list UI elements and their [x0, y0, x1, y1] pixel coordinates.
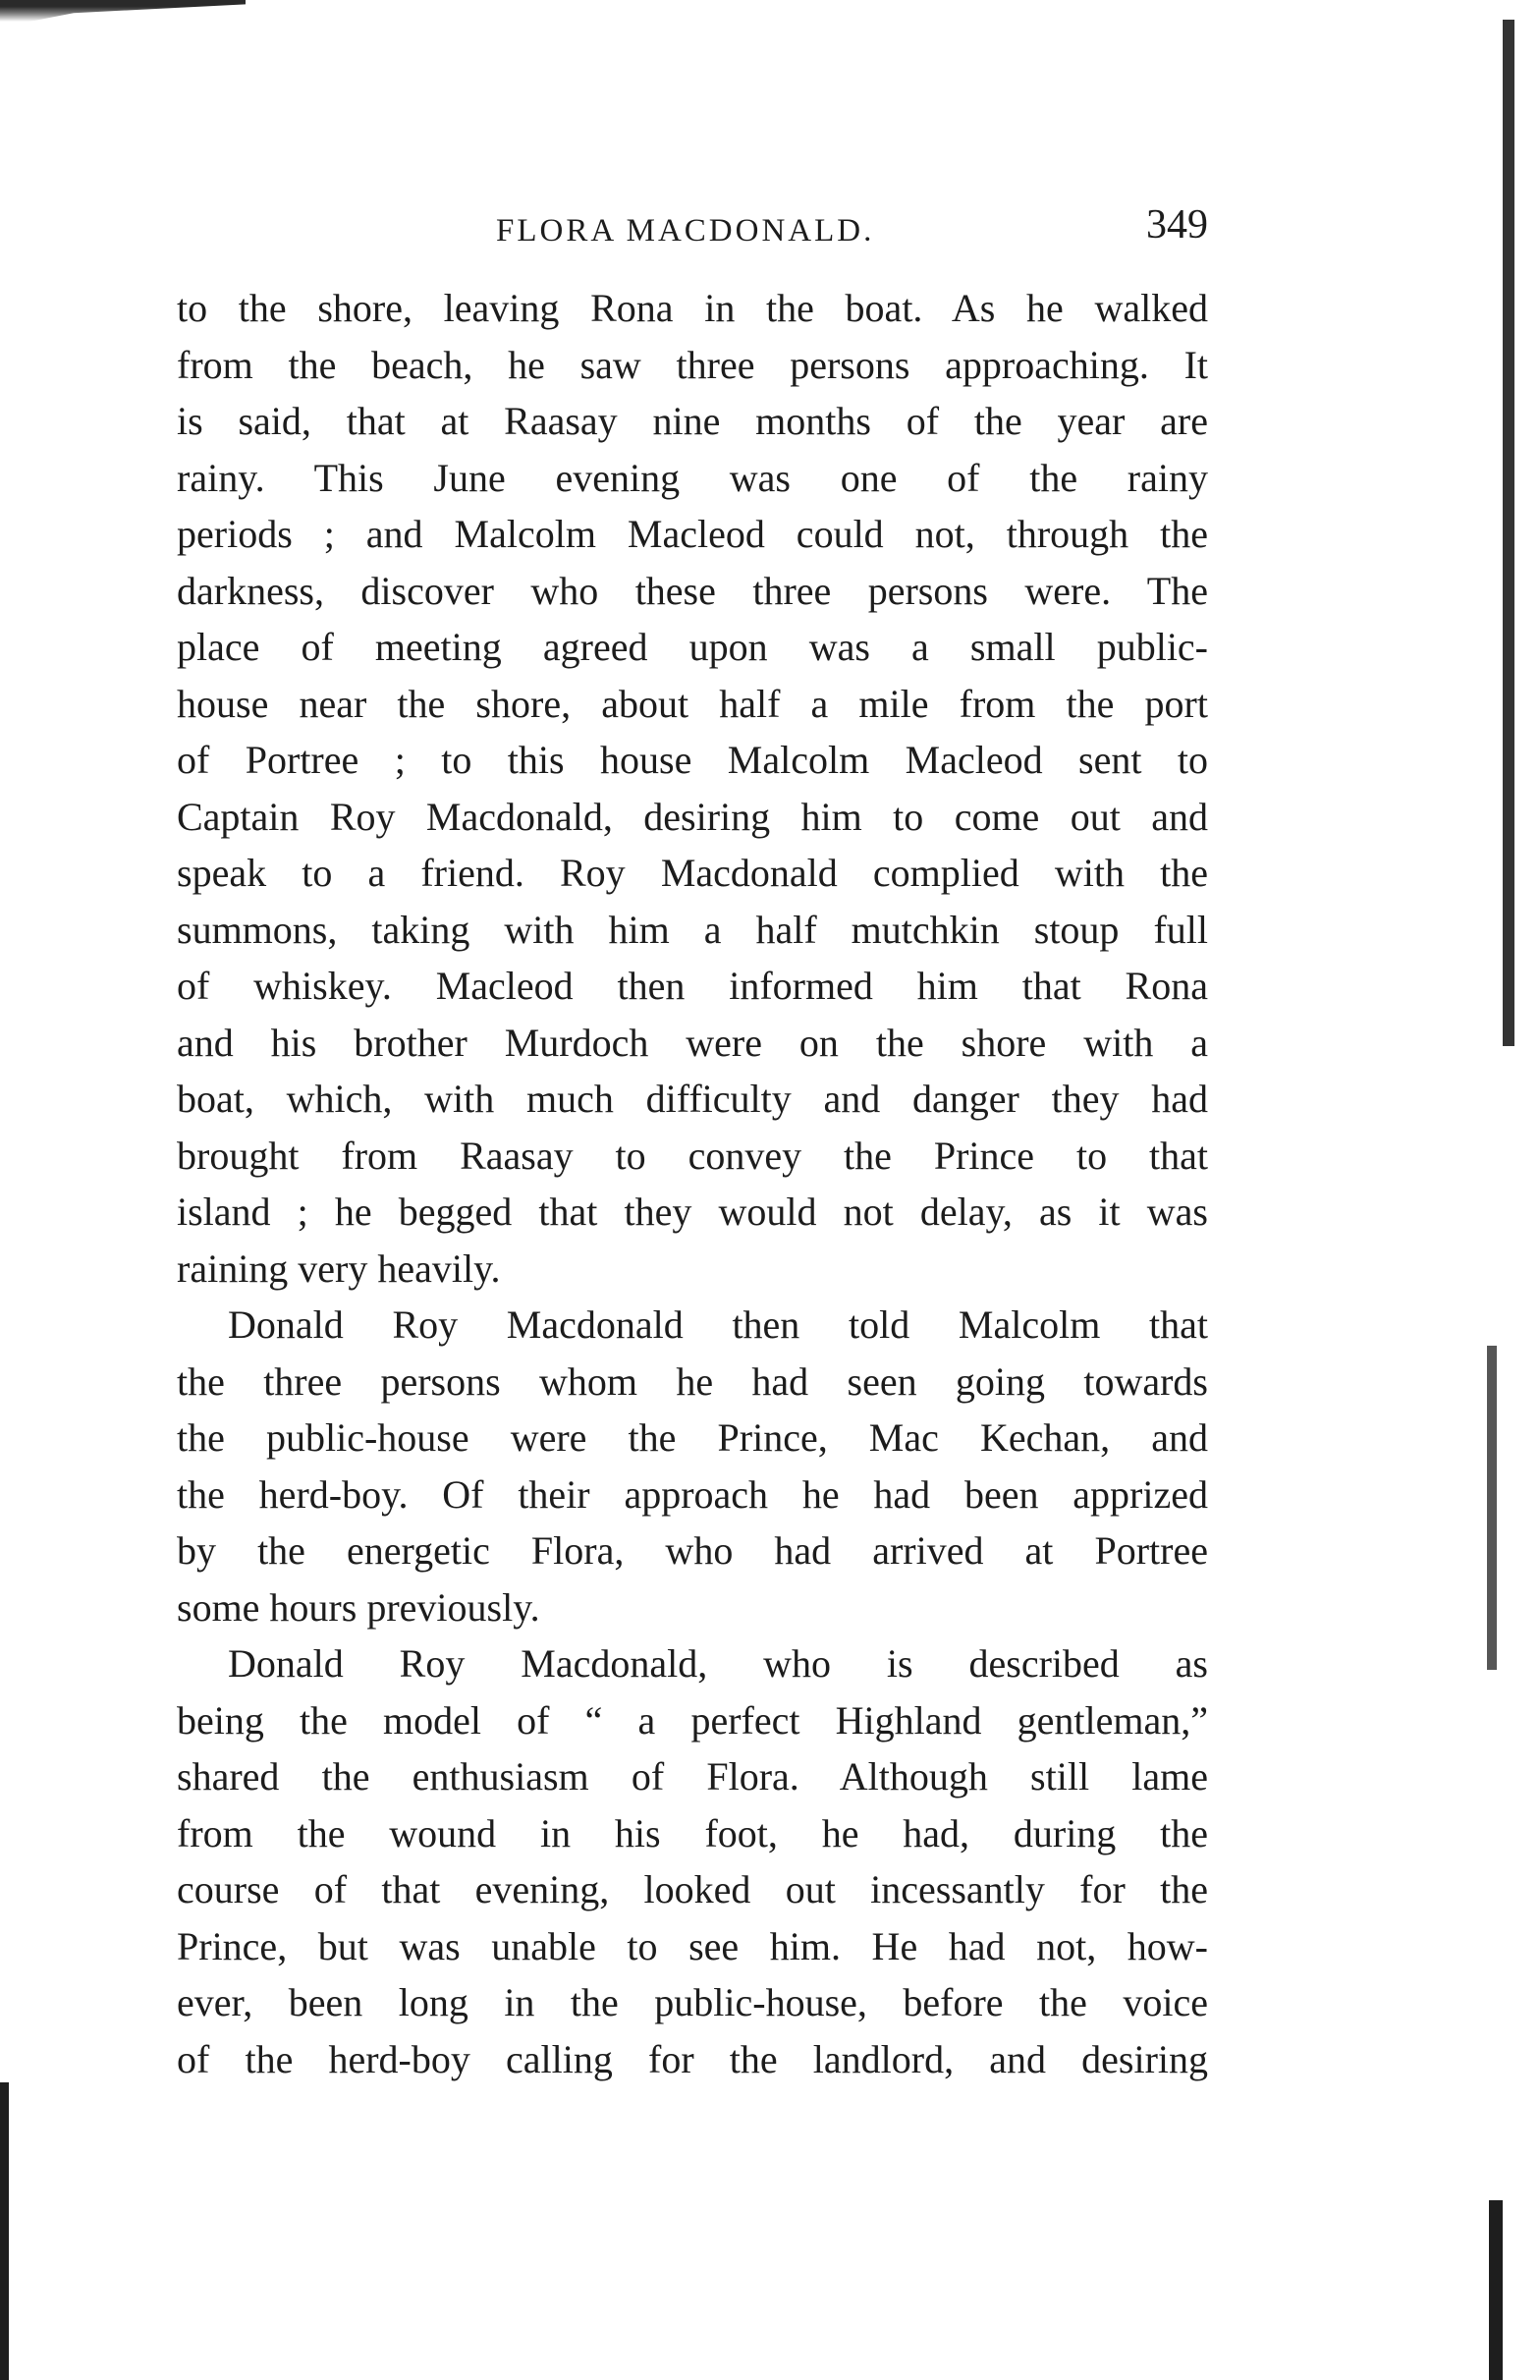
text-line: from the wound in his foot, he had, during the	[177, 1810, 1208, 1855]
text-line: some hours previously.	[177, 1584, 540, 1630]
text-line: rainy. This June evening was one of the rainy	[177, 455, 1208, 500]
text-line: is said, that at Raasay nine months of the year are	[177, 399, 1208, 443]
text-line: summons, taking with him a half mutchkin stoup full	[177, 907, 1208, 952]
text-line: the herd-boy. Of their approach he had been apprized	[177, 1471, 1208, 1517]
text-line: periods ; and Malcolm Macleod could not, through the	[177, 512, 1208, 556]
running-head: FLORA MACDONALD.	[496, 213, 875, 249]
text-line: to the shore, leaving Rona in the boat. As he walked	[177, 286, 1208, 330]
page-header	[177, 201, 1208, 260]
scan-edge-right-top	[1503, 20, 1514, 1046]
paragraph-3	[177, 1635, 1208, 2087]
body-text	[177, 280, 1208, 2087]
page-number: 349	[1146, 202, 1208, 248]
text-line: speak to a friend. Roy Macdonald complied with the	[177, 851, 1208, 895]
text-line: of whiskey. Macleod then informed him that Rona	[177, 964, 1208, 1008]
text-line: Donald Roy Macdonald, who is described as	[228, 1641, 1208, 1686]
text-line: house near the shore, about half a mile from the port	[177, 681, 1208, 726]
text-line: ever, been long in the public-house, before the voice	[177, 1980, 1208, 2024]
text-line: boat, which, with much difficulty and danger they had	[177, 1077, 1208, 1121]
text-line: being the model of “ a perfect Highland gentleman,”	[177, 1697, 1208, 1743]
text-line: the public-house were the Prince, Mac Kechan, and	[177, 1415, 1208, 1460]
text-line: brought from Raasay to convey the Prince to that	[177, 1133, 1208, 1178]
text-line: by the energetic Flora, who had arrived at Portree	[177, 1528, 1208, 1573]
paragraph-1	[177, 280, 1208, 1297]
text-line: course of that evening, looked out incessantly for the	[177, 1867, 1208, 1911]
text-line: of the herd-boy calling for the landlord, and desiring	[177, 2036, 1208, 2081]
text-line: darkness, discover who these three persons were. The	[177, 568, 1208, 613]
paragraph-2	[177, 1297, 1208, 1635]
scan-artifact-top-left	[0, 0, 246, 22]
text-line: place of meeting agreed upon was a small public-	[177, 625, 1208, 669]
text-line: and his brother Murdoch were on the shore with a	[177, 1020, 1208, 1065]
text-line: shared the enthusiasm of Flora. Although still lame	[177, 1754, 1208, 1799]
text-line: Prince, but was unable to see him. He had not, how-	[177, 1923, 1208, 1968]
text-line: island ; he begged that they would not delay, as it was	[177, 1190, 1208, 1234]
scan-edge-right-bottom	[1489, 2200, 1503, 2380]
scan-edge-right-middle	[1487, 1346, 1497, 1670]
text-line: from the beach, he saw three persons approaching. It	[177, 342, 1208, 387]
text-line: raining very heavily.	[177, 1245, 501, 1291]
scan-edge-left-bottom	[0, 2082, 9, 2380]
text-line: Donald Roy Macdonald then told Malcolm that	[228, 1302, 1208, 1347]
text-line: of Portree ; to this house Malcolm Macleod sent to	[177, 738, 1208, 782]
text-line: the three persons whom he had seen going towards	[177, 1358, 1208, 1404]
text-line: Captain Roy Macdonald, desiring him to come out and	[177, 794, 1208, 839]
